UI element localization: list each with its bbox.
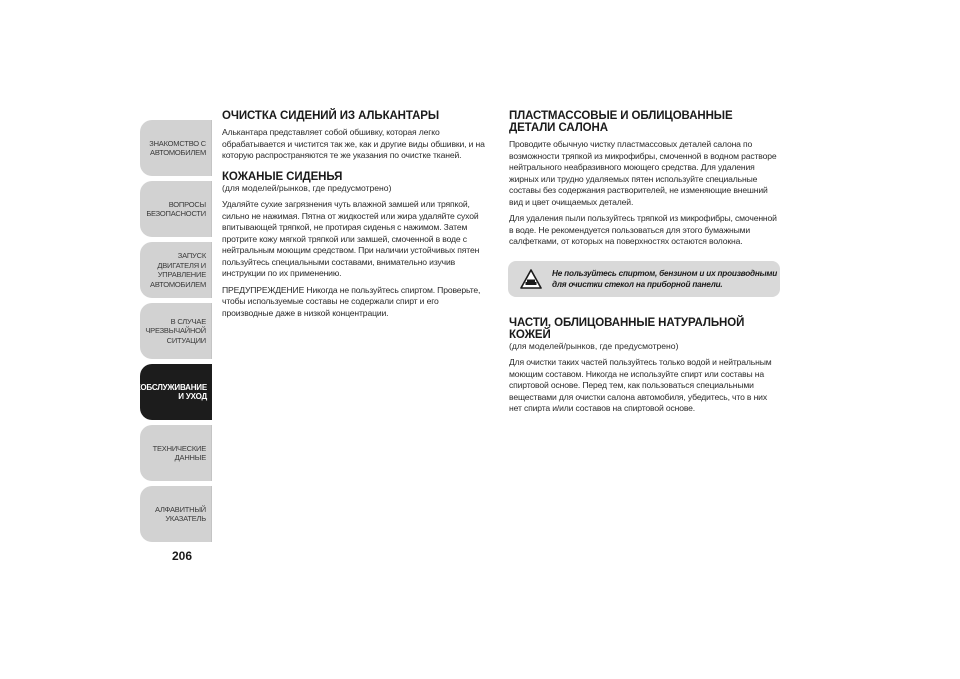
tab-label: ТЕХОБСЛУЖИВАНИЕ И УХОД — [125, 382, 207, 401]
paragraph: Удаляйте сухие загрязнения чуть влажной замшей или тряпкой, сильно не нажимая. Пятна от жидкостей или жира удаляйте сухой впитывающей тряпкой, не протирая сиденья с нажимом. Затем протрите кожу мягкой тряпкой или замшей, смоченной в воде с нейтральным моющим средством. При наличии устойчивых пятен пользуйтесь специальными составами, внимательно изучив инструкции по их применению. — [222, 199, 480, 278]
tab-label: ВОПРОСЫ БЕЗОПАСНОСТИ — [146, 199, 206, 218]
tab-emergency[interactable] — [140, 303, 212, 359]
page-number: 206 — [172, 549, 193, 563]
tab-label: ЗАПУСК ДВИГАТЕЛЯ И УПРАВЛЕНИЕ АВТОМОБИЛЕМ — [150, 251, 206, 289]
warning-paragraph: ПРЕДУПРЕЖДЕНИЕ Никогда не пользуйтесь спиртом. Проверьте, чтобы используемые составы не содержали спирт и его производные даже в низкой концентрации. — [222, 284, 481, 318]
right-column — [509, 110, 781, 415]
tab-technical-data[interactable] — [140, 425, 212, 481]
tab-alphabetical-index[interactable] — [140, 486, 212, 542]
section-title-plastic-parts: ПЛАСТМАССОВЫЕ И ОБЛИЦОВАННЫЕ ДЕТАЛИ САЛОНА — [509, 110, 733, 134]
section-subtitle: (для моделей/рынков, где предусмотрено) — [509, 340, 679, 351]
section-title-natural-leather-parts: ЧАСТИ, ОБЛИЦОВАННЫЕ НАТУРАЛЬНОЙ КОЖЕЙ — [509, 316, 745, 341]
tab-label: В СЛУЧАЕ ЧРЕЗВЫЧАЙНОЙ СИТУАЦИИ — [145, 316, 206, 345]
tab-safety[interactable] — [140, 181, 212, 237]
paragraph: Проводите обычную чистку пластмассовых деталей салона по возможности тряпкой из микрофибры, смоченной в водном растворе нейтрального неабразивного моющего средства. Для удаления жирных или трудно удаляемых пятен используйте специальные составы без содержания растворителей, не изменяющие внешний вид и цвет очищаемых деталей. — [509, 139, 777, 207]
paragraph: Для удаления пыли пользуйтесь тряпкой из микрофибры, смоченной в воде. Не рекомендуется пользоваться для этого бумажными салфетками, от которых на поверхностях остаются волокна. — [509, 213, 777, 246]
tab-label: ЗНАКОМСТВО С АВТОМОБИЛЕМ — [149, 138, 206, 157]
tab-getting-to-know-vehicle[interactable] — [140, 120, 212, 176]
paragraph: Для очистки таких частей пользуйтесь только водой и нейтральным моющим составом. Никогда не используйте спирт или составы на спиртовой основе. Перед тем, как пользоваться специальными веществами для очистки салона автомобиля, убедитесь, что в них нет спирта и/или составов на спиртовой основе. — [509, 357, 772, 413]
paragraph: Алькантара представляет собой обшивку, которая легко обрабатывается и чистится так же, как и другие виды обшивки, и на которую распространяются те же указания по очистке тканей. — [222, 127, 485, 160]
tab-starting-and-driving[interactable] — [140, 242, 212, 298]
section-title-leather-seats: КОЖАНЫЕ СИДЕНЬЯ — [222, 170, 343, 183]
warning-triangle-icon — [520, 268, 542, 290]
section-title-alcantara: ОЧИСТКА СИДЕНИЙ ИЗ АЛЬКАНТАРЫ — [222, 110, 440, 122]
left-column — [222, 110, 490, 319]
section-subtitle: (для моделей/рынков, где предусмотрено) — [222, 182, 392, 193]
warning-box — [508, 261, 780, 297]
warning-text: Не пользуйтесь спиртом, бензином и их производными для очистки стекол на приборной панели. — [552, 268, 778, 289]
tab-label: ТЕХНИЧЕСКИЕ ДАННЫЕ — [152, 443, 206, 462]
tab-label: АЛФАВИТНЫЙ УКАЗАТЕЛЬ — [155, 504, 206, 523]
tab-maintenance-and-care[interactable] — [125, 364, 212, 420]
